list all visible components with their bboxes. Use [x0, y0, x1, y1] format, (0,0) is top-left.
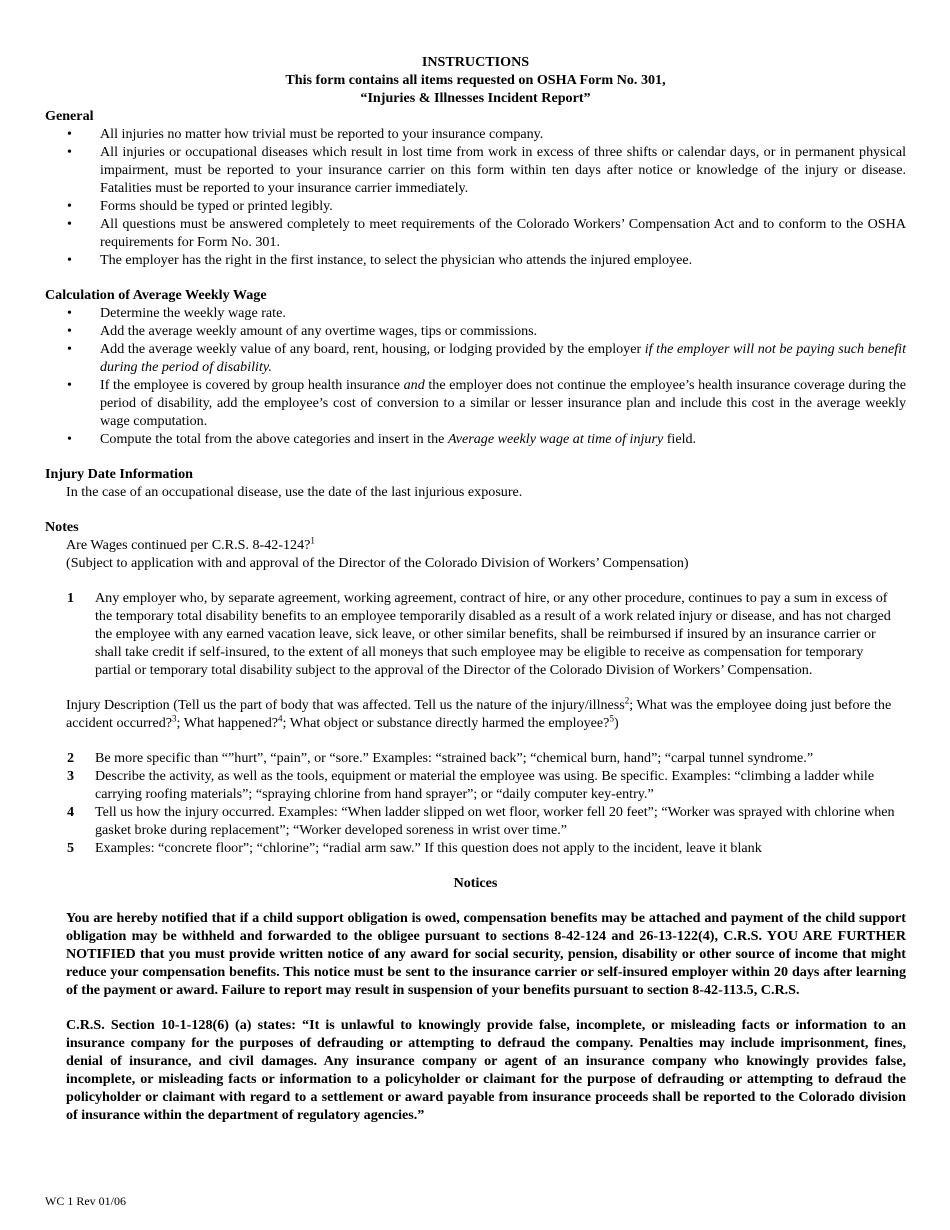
general-list — [45, 125, 906, 269]
bullet-icon: • — [67, 198, 72, 214]
form-revision: WC 1 Rev 01/06 — [45, 1194, 126, 1208]
list-item: • Compute the total from the above categories and insert in the Average weekly wage at time of injury field. — [67, 431, 697, 447]
bullet-icon: • — [67, 252, 72, 268]
list-item: • Forms should be typed or printed legibly. — [67, 198, 333, 214]
list-item: • All injuries or occupational diseases which result in lost time from work in excess of three shifts or calendar days, or in permanent physical impairment, must be reported to your insurance carrier on this form within ten days after notice or knowledge of the injury or disease. Fatalities must be reported to your insurance carrier immediately. — [67, 144, 906, 196]
injury-description: Injury Description (Tell us the part of body that was affected. Tell us the nature of the injury/illness$^2$; What was the employee doing just before the accident occurred?$^3$; What happened?$^4$; What object or substance directly harmed the employee?$^5$) — [66, 695, 892, 731]
list-item: • Determine the weekly wage rate. — [67, 305, 286, 321]
list-item: • Add the average weekly amount of any overtime wages, tips or commissions. — [67, 323, 538, 339]
bullet-icon: • — [67, 323, 72, 339]
general-heading: General — [45, 108, 94, 124]
footnote-3: 3 Describe the activity, as well as the tools, equipment or material the employee was using. Be specific. Examples: “climbing a ladder while carrying roofing materials”; “spraying chlorine from hand sprayer”; or “daily computer key-entry.” — [67, 768, 875, 802]
page-title: INSTRUCTIONS — [421, 54, 530, 70]
list-item: • All injuries no matter how trivial must be reported to your insurance company. — [67, 126, 544, 142]
wages-continued-question: Are Wages continued per C.R.S. 8-42-124?$^1$ — [66, 535, 315, 553]
page-subtitle-form-name: “Injuries & Illnesses Incident Report” — [360, 90, 591, 106]
child-support-notice: You are hereby notified that if a child support obligation is owed, compensation benefits may be attached and payment of the child support obligation may be withheld and forwarded to the obligee pursuant to sections 8-42-124 and 26-13-122(4), C.R.S. YOU ARE FURTHER NOTIFIED that you must provide written notice of any award for social security, pension, disability or other source of income that might reduce your compensation benefits. This notice must be sent to the insurance carrier or self-insured employer within 20 days after learning of the payment or award. Failure to report may result in suspension of your benefits pursuant to section 8-42-113.5, C.R.S. — [66, 910, 906, 998]
fraud-notice: C.R.S. Section 10-1-128(6) (a) states: “It is unlawful to knowingly provide false, incomplete, or misleading facts or information to an insurance company for the purposes of defrauding or attempting to defraud the company. Penalties may include imprisonment, fines, denial of insurance, and civil damages. Any insurance company or agent of an insurance company who knowingly provides false, incomplete, or misleading facts or information to a policyholder or claimant for the purpose of defrauding or attempting to defraud the policyholder or claimant with regard to a settlement or award payable from insurance proceeds shall be reported to the Colorado division of insurance within the department of regulatory agencies.” — [66, 1017, 906, 1123]
page-subtitle: This form contains all items requested on OSHA Form No. 301, — [285, 72, 666, 88]
bullet-icon: • — [67, 144, 72, 160]
bullet-icon: • — [67, 305, 72, 321]
list-item: • If the employee is covered by group health insurance and the employer does not continue the employee’s health insurance coverage during the period of disability, add the employee’s cost of conversion to a similar or lesser insurance plan and include this cost in the average weekly wage computation. — [67, 377, 907, 429]
bullet-icon: • — [67, 341, 72, 357]
wages-continued-note: (Subject to application with and approval of the Director of the Colorado Division of Workers’ Compensation) — [66, 555, 689, 571]
injury-date-text: In the case of an occupational disease, use the date of the last injurious exposure. — [66, 484, 523, 500]
list-item: • The employer has the right in the first instance, to select the physician who attends the injured employee. — [67, 252, 693, 268]
injury-date-heading: Injury Date Information — [45, 466, 193, 482]
bullet-icon: • — [67, 377, 72, 393]
footnote-5: 5 Examples: “concrete floor”; “chlorine”; “radial arm saw.” If this question does not apply to the incident, leave it blank — [67, 840, 762, 856]
list-item: • Add the average weekly value of any board, rent, housing, or lodging provided by the employer if the employer will not be paying such benefit during the period of disability. — [67, 341, 906, 375]
bullet-icon: • — [67, 431, 72, 447]
footnote-1: 1 Any employer who, by separate agreement, working agreement, contract of hire, or any other procedure, continues to pay a sum in excess of the temporary total disability benefits to an employee temporarily disabled as a result of a work related injury or disease, and has not charged the employee with any earned vacation leave, sick leave, or other similar benefits, shall be reimbursed if insured by an insurance carrier or shall take credit if self-insured, to the extent of all moneys that such employee may be eligible to receive as compensation for temporary partial or temporary total disability subject to the approval of the Director of the Colorado Division of Workers’ Compensation. — [67, 590, 891, 678]
list-item: • All questions must be answered completely to meet requirements of the Colorado Workers’ Compensation Act and to conform to the OSHA requirements for Form No. 301. — [67, 216, 906, 250]
footnote-2: 2 Be more specific than “”hurt”, “pain”, or “sore.” Examples: “strained back”; “chemical burn, hand”; “carpal tunnel syndrome.” — [67, 750, 814, 766]
notes-heading: Notes — [45, 519, 79, 535]
notices-heading: Notices — [453, 875, 498, 891]
bullet-icon: • — [67, 216, 72, 232]
wage-heading: Calculation of Average Weekly Wage — [45, 287, 267, 303]
bullet-icon: • — [67, 126, 72, 142]
instructions-page — [45, 53, 906, 1124]
wage-list — [45, 304, 906, 448]
footnote-4: 4 Tell us how the injury occurred. Examples: “When ladder slipped on wet floor, worker fell 20 feet”; “Worker was sprayed with chlorine when gasket broke during replacement”; “Worker developed soreness in wrist over time.” — [67, 804, 895, 838]
